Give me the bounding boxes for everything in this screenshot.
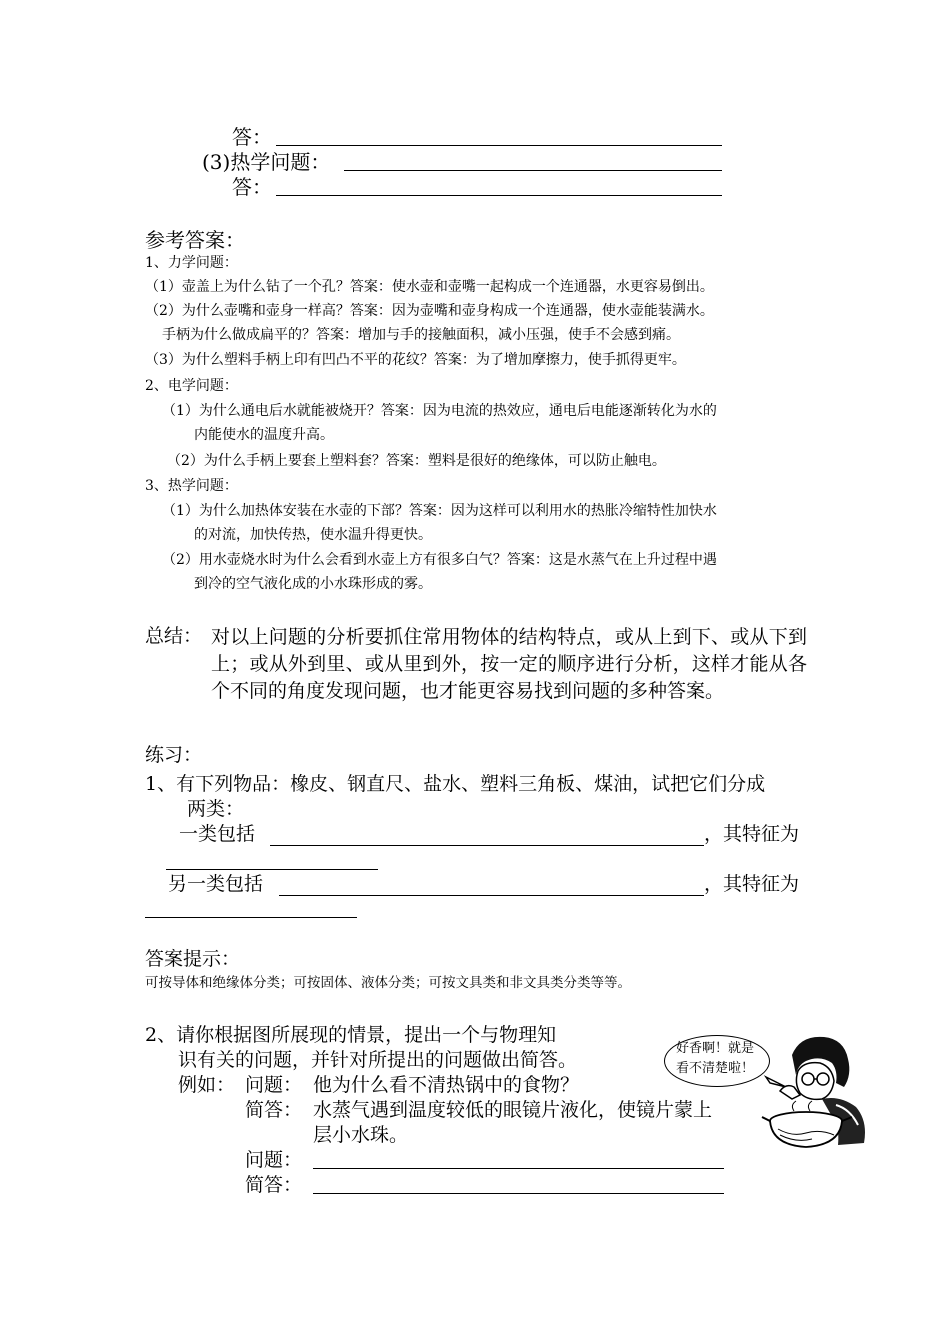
mechanics-item: （2）为什么壶嘴和壶身一样高？答案：因为壶嘴和壶身构成一个连通器，使水壶能装满水。	[145, 303, 714, 319]
hint-heading: 答案提示：	[145, 948, 241, 970]
electric-item: （2）为什么手柄上要套上塑料套？答案：塑料是很好的绝缘体，可以防止触电。	[167, 453, 666, 469]
example-answer-label: 简答：	[245, 1099, 303, 1121]
class2-label: 另一类包括	[168, 873, 264, 895]
mechanics-item: （3）为什么塑料手柄上印有凹凸不平的花纹？答案：为了增加摩擦力，使手抓得更牢。	[145, 352, 686, 368]
class2-suffix: ，其特征为	[704, 873, 800, 895]
blank-answer-line[interactable]	[313, 1193, 724, 1194]
answer-label-heat: 答：	[232, 175, 272, 199]
heat-title: 3、热学问题：	[145, 478, 238, 494]
class2-blank[interactable]	[279, 895, 704, 896]
example-answer-line2: 层小水珠。	[313, 1124, 409, 1146]
practice-heading: 练习：	[145, 744, 203, 766]
heat-item: （1）为什么加热体安装在水壶的下部？答案：因为这样可以利用水的热胀冷缩特性加快水	[162, 503, 717, 519]
heat-question-blank[interactable]	[344, 170, 722, 171]
hint-text: 可按导体和绝缘体分类；可按固体、液体分类；可按文具类和非文具类分类等等。	[145, 975, 631, 991]
reference-heading: 参考答案：	[145, 228, 245, 252]
blank-question-label: 问题：	[245, 1149, 303, 1171]
example-question-label: 问题：	[245, 1074, 303, 1096]
answer-blank-mechanics[interactable]	[276, 145, 722, 146]
mechanics-item: 手柄为什么做成扁平的？答案：增加与手的接触面积，减小压强，使手不会感到痛。	[162, 327, 680, 343]
summary-label: 总结：	[145, 625, 203, 647]
heat-item-cont: 到冷的空气液化成的小水珠形成的雾。	[194, 576, 432, 592]
example-answer-line1: 水蒸气遇到温度较低的眼镜片液化，使镜片蒙上	[313, 1099, 713, 1121]
class1-label: 一类包括	[179, 823, 256, 845]
practice-q1-line2: 两类：	[187, 798, 245, 820]
class1-blank[interactable]	[270, 845, 704, 846]
class1-feature-blank[interactable]	[166, 869, 378, 870]
q2-line1: 2、请你根据图所展现的情景，提出一个与物理知	[145, 1024, 557, 1046]
summary-text: 对以上问题的分析要抓住常用物体的结构特点，或从上到下、或从下到上；或从外到里、或从里到外，按一定的顺序进行分析，这样才能从各个不同的角度发现问题，也才能更容易找到问题的多种答案。	[211, 626, 807, 702]
answer-blank-heat[interactable]	[276, 195, 722, 196]
electric-item: （1）为什么通电后水就能被烧开？答案：因为电流的热效应，通电后电能逐渐转化为水的	[162, 403, 717, 419]
electric-title: 2、电学问题：	[145, 378, 238, 394]
speech-bubble-line2: 看不清楚啦！	[676, 1061, 755, 1076]
q2-line2: 识有关的问题，并针对所提出的问题做出简答。	[178, 1049, 578, 1071]
example-question: 他为什么看不清热锅中的食物？	[313, 1074, 580, 1096]
class2-feature-blank[interactable]	[145, 917, 357, 918]
class1-suffix: ，其特征为	[704, 823, 800, 845]
heat-item: （2）用水壶烧水时为什么会看到水壶上方有很多白气？答案：这是水蒸气在上升过程中遇	[162, 552, 717, 568]
heat-item-cont: 的对流，加快传热，使水温升得更快。	[194, 527, 432, 543]
blank-question-line[interactable]	[313, 1168, 724, 1169]
electric-item-cont: 内能使水的温度升高。	[194, 427, 334, 443]
speech-bubble-line1: 好香啊！就是	[676, 1041, 755, 1056]
blank-answer-label: 简答：	[245, 1174, 303, 1196]
heat-question-label: (3)热学问题：	[202, 150, 331, 174]
man-with-glasses-over-pot-icon	[740, 1025, 875, 1153]
practice-q1-line1: 1、有下列物品：橡皮、钢直尺、盐水、塑料三角板、煤油，试把它们分成	[145, 773, 766, 795]
mechanics-item: （1）壶盖上为什么钻了一个孔？答案：使水壶和壶嘴一起构成一个连通器，水更容易倒出。	[145, 279, 714, 295]
example-label: 例如：	[178, 1074, 236, 1096]
answer-label-mechanics: 答：	[232, 125, 272, 149]
mechanics-title: 1、力学问题：	[145, 255, 238, 271]
